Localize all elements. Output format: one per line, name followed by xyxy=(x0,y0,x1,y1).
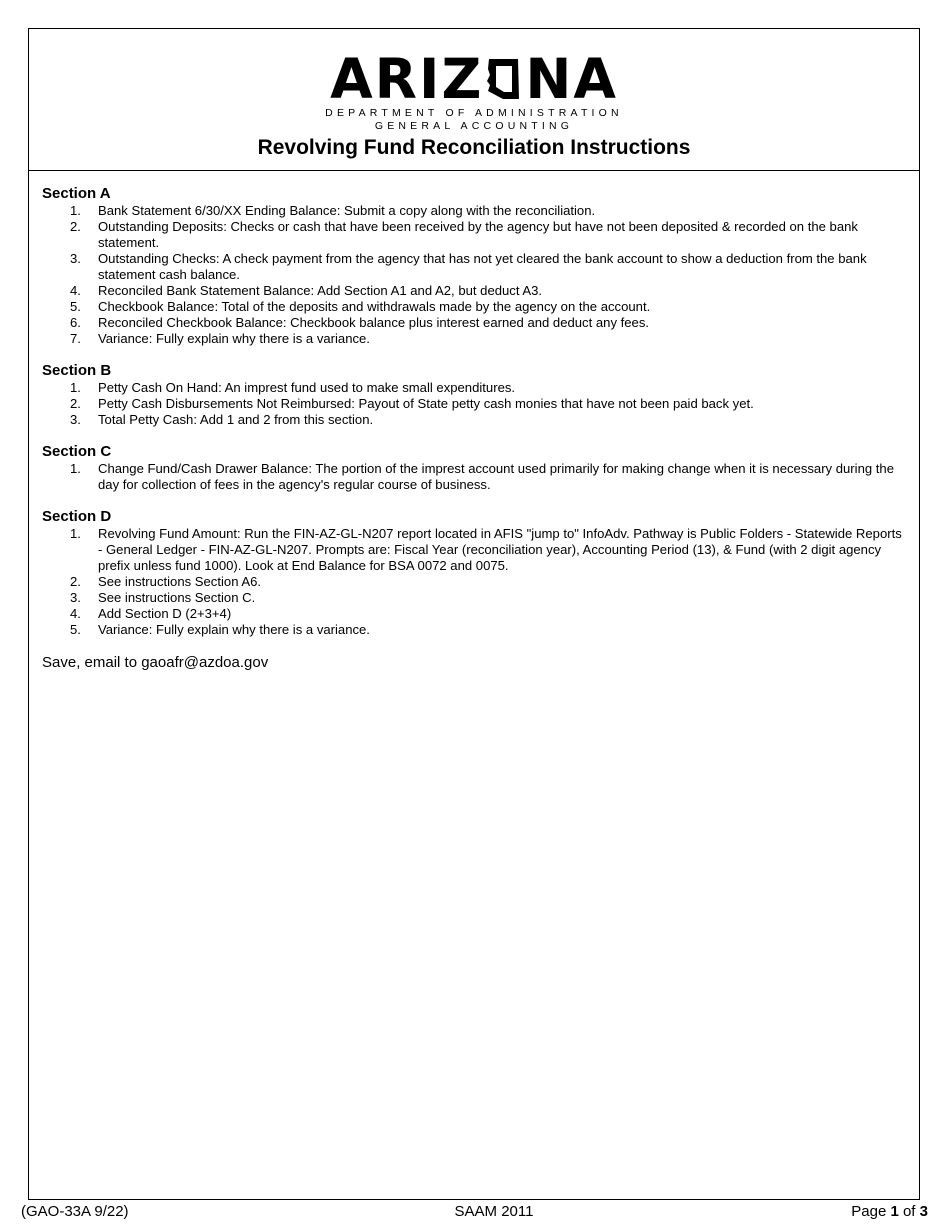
page-mid: of xyxy=(898,1203,920,1220)
item-text: Variance: Fully explain why there is a variance. xyxy=(98,331,370,346)
list-item xyxy=(42,606,902,622)
list-item xyxy=(42,331,902,347)
item-number: 2. xyxy=(70,219,81,234)
item-number: 2. xyxy=(70,574,81,589)
section-c xyxy=(42,444,902,493)
item-text: Reconciled Bank Statement Balance: Add Section A1 and A2, but deduct A3. xyxy=(98,283,543,298)
list-item xyxy=(42,380,902,396)
item-text: See instructions Section C. xyxy=(98,590,256,605)
list-item xyxy=(42,203,902,219)
list-item xyxy=(42,396,902,412)
section-d xyxy=(42,509,902,638)
document-header xyxy=(29,29,919,171)
section-heading: Section A xyxy=(42,185,111,202)
document-frame xyxy=(28,28,920,1200)
section-list xyxy=(42,526,902,638)
list-item xyxy=(42,315,902,331)
item-text: Reconciled Checkbook Balance: Checkbook balance plus interest earned and deduct any fees. xyxy=(98,315,650,330)
logo-division-line: GENERAL ACCOUNTING xyxy=(374,120,574,132)
save-email-instruction: Save, email to gaoafr@azdoa.gov xyxy=(42,654,269,671)
logo-department-line: DEPARTMENT OF ADMINISTRATION xyxy=(325,107,623,119)
item-text: Outstanding Deposits: Checks or cash that have been received by the agency but have not been deposited & recorded on the bank statement. xyxy=(98,219,858,250)
item-number: 3. xyxy=(70,251,81,266)
item-text: Variance: Fully explain why there is a variance. xyxy=(98,622,370,637)
item-number: 2. xyxy=(70,396,81,411)
list-item xyxy=(42,299,902,315)
list-item xyxy=(42,283,902,299)
item-number: 3. xyxy=(70,412,81,427)
list-item xyxy=(42,574,902,590)
section-heading: Section B xyxy=(42,362,112,379)
list-item xyxy=(42,461,902,493)
item-text: Bank Statement 6/30/XX Ending Balance: Submit a copy along with the reconciliation. xyxy=(98,203,596,218)
section-a xyxy=(42,186,902,347)
page-current: 1 xyxy=(890,1203,899,1220)
item-text: Add Section D (2+3+4) xyxy=(98,606,232,621)
item-text: Checkbook Balance: Total of the deposits and withdrawals made by the agency on the account. xyxy=(98,299,651,314)
section-list xyxy=(42,203,902,347)
item-number: 1. xyxy=(70,526,81,541)
logo-word-right: NA xyxy=(525,47,618,111)
page-total: 3 xyxy=(919,1203,928,1220)
list-item xyxy=(42,590,902,606)
item-number: 5. xyxy=(70,622,81,637)
list-item xyxy=(42,251,902,283)
logo-word-left: ARIZ xyxy=(330,47,484,111)
item-number: 5. xyxy=(70,299,81,314)
item-text: Outstanding Checks: A check payment from the agency that has not yet cleared the bank account to show a deduction from the bank statement cash balance. xyxy=(98,251,867,282)
page-prefix: Page xyxy=(851,1203,891,1220)
item-number: 7. xyxy=(70,331,81,346)
saam-reference: SAAM 2011 xyxy=(454,1203,534,1220)
item-number: 1. xyxy=(70,461,81,476)
item-text: Revolving Fund Amount: Run the FIN-AZ-GL-N207 report located in AFIS "jump to" InfoAdv. Pathway is Public Folders - Statewide Reports - General Ledger - FIN-AZ-GL-N207. Prompts are: Fiscal Year (reconciliation year), Accounting Period (13), & Fund (with 2 digit agency prefix unless fund 1000). Look at End Balance for BSA 0072 and 0075. xyxy=(98,526,902,573)
list-item xyxy=(42,526,902,574)
section-list xyxy=(42,380,902,428)
item-number: 3. xyxy=(70,590,81,605)
item-number: 6. xyxy=(70,315,81,330)
item-text: Total Petty Cash: Add 1 and 2 from this section. xyxy=(98,412,374,427)
item-number: 1. xyxy=(70,203,81,218)
list-item xyxy=(42,412,902,428)
section-list xyxy=(42,461,902,493)
item-text: Change Fund/Cash Drawer Balance: The portion of the imprest account used primarily for making change when it is necessary during the day for collection of fees in the agency's regular course of business. xyxy=(98,461,894,492)
logo-wordmark xyxy=(330,47,618,111)
item-text: Petty Cash Disbursements Not Reimbursed: Payout of State petty cash monies that have not been paid back yet. xyxy=(98,396,754,411)
instructions-body xyxy=(42,186,902,671)
item-number: 4. xyxy=(70,606,81,621)
page-indicator xyxy=(851,1203,928,1220)
item-number: 1. xyxy=(70,380,81,395)
item-number: 4. xyxy=(70,283,81,298)
item-text: Petty Cash On Hand: An imprest fund used to make small expenditures. xyxy=(98,380,516,395)
arizona-map-icon xyxy=(485,55,523,103)
page-title: Revolving Fund Reconciliation Instructions xyxy=(257,136,691,159)
section-heading: Section D xyxy=(42,508,112,525)
section-heading: Section C xyxy=(42,443,112,460)
list-item xyxy=(42,219,902,251)
arizona-logo xyxy=(29,47,919,133)
section-b xyxy=(42,363,902,428)
form-id: (GAO-33A 9/22) xyxy=(21,1203,129,1220)
item-text: See instructions Section A6. xyxy=(98,574,262,589)
list-item xyxy=(42,622,902,638)
